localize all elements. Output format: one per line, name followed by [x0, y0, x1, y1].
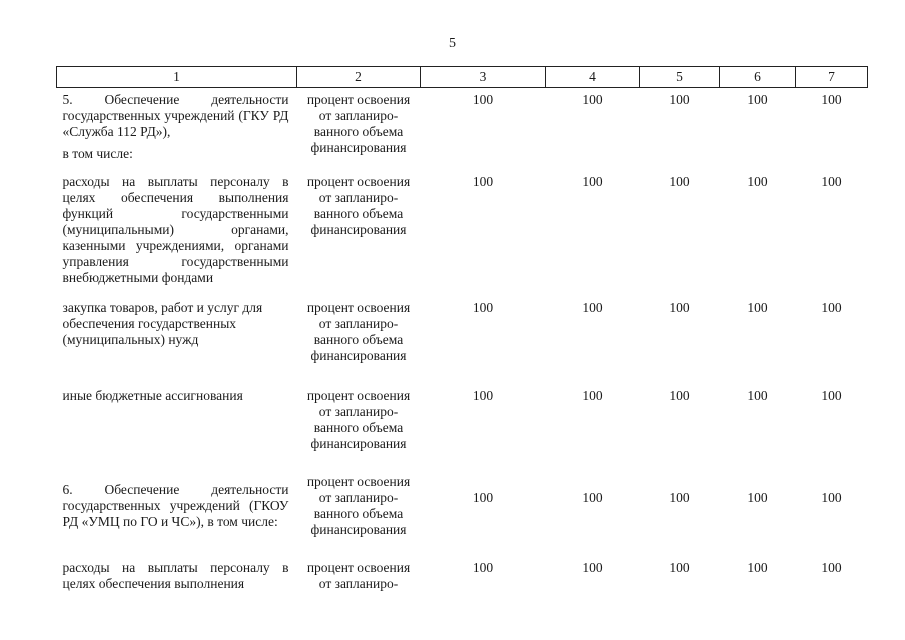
row-value: 100: [669, 387, 690, 403]
row-description-note: в том числе:: [207, 513, 278, 529]
row-value: 100: [821, 173, 842, 189]
row-description: [57, 470, 297, 556]
row-description-text: 6. Обеспечение деятельности государственных учреждений (ГКОУ РД «УМЦ по ГО и ЧС»),: [62, 481, 289, 529]
row-value: 100: [669, 92, 690, 107]
column-header: 5: [640, 67, 720, 88]
row-value: 100: [747, 387, 768, 403]
row-value: 100: [747, 299, 768, 315]
row-value: 100: [821, 489, 842, 505]
table-row: [57, 384, 868, 470]
row-value: 100: [472, 173, 494, 189]
row-value: 100: [582, 299, 603, 315]
row-value: 100: [669, 173, 690, 189]
row-value: 100: [472, 299, 494, 315]
column-header: 4: [546, 67, 640, 88]
row-unit: процент освоения от запланиро-: [306, 559, 411, 591]
row-value: 100: [582, 559, 603, 575]
row-value: 100: [472, 559, 494, 575]
row-description: [57, 556, 297, 596]
table-header: [57, 67, 868, 88]
row-unit: процент освоения от запланиро-ванного объема финансирования: [306, 473, 411, 537]
row-value: 100: [821, 387, 842, 403]
column-header: 2: [297, 67, 421, 88]
budget-indicators-table: [56, 66, 868, 596]
row-value: 100: [747, 489, 768, 505]
row-value: 100: [821, 559, 842, 575]
row-unit: процент освоения от запланиро-ванного объема финансирования: [306, 387, 411, 451]
row-value: 100: [582, 173, 603, 189]
row-value: 100: [747, 173, 768, 189]
column-header: 3: [421, 67, 546, 88]
row-description: [57, 88, 297, 170]
row-description-text: расходы на выплаты персоналу в целях обеспечения выполнения функций государственными (муниципальными) органами, казенными учреждениями, органами управления государственными внебюджетными фондами: [62, 173, 289, 285]
row-value: 100: [669, 299, 690, 315]
row-value: 100: [472, 387, 494, 403]
row-value: 100: [472, 489, 494, 505]
page-number: 5: [449, 36, 456, 51]
row-value: 100: [821, 92, 842, 107]
table-row: [57, 556, 868, 596]
row-description-text: иные бюджетные ассигнования: [62, 387, 243, 403]
row-value: 100: [582, 387, 603, 403]
row-description: [57, 296, 297, 384]
row-value: 100: [472, 92, 494, 107]
row-description-text: 5. Обеспечение деятельности государственных учреждений (ГКУ РД «Служба 112 РД»),: [62, 92, 289, 139]
row-value: 100: [669, 559, 690, 575]
column-header: 7: [796, 67, 868, 88]
row-value: 100: [747, 92, 768, 107]
row-value: 100: [582, 92, 603, 107]
row-unit: процент освоения от запланиро-ванного объема финансирования: [306, 92, 411, 155]
table-row: [57, 296, 868, 384]
table-body: [57, 88, 868, 596]
row-description-text: расходы на выплаты персоналу в целях обеспечения выполнения: [62, 559, 289, 591]
row-description: [57, 384, 297, 470]
table-row: [57, 470, 868, 556]
row-value: 100: [582, 489, 603, 505]
table-row: [57, 88, 868, 170]
column-header: 1: [57, 67, 297, 88]
row-unit: процент освоения от запланиро-ванного объема финансирования: [306, 299, 411, 363]
column-header: 6: [720, 67, 796, 88]
row-value: 100: [821, 299, 842, 315]
row-description-note: в том числе:: [62, 146, 133, 161]
row-description-text: закупка товаров, работ и услуг для обеспечения государственных (муниципальных) нужд: [62, 299, 263, 347]
row-description: [57, 170, 297, 296]
row-value: 100: [669, 489, 690, 505]
row-value: 100: [747, 559, 768, 575]
row-unit: процент освоения от запланиро-ванного объема финансирования: [306, 173, 411, 237]
table-row: [57, 170, 868, 296]
